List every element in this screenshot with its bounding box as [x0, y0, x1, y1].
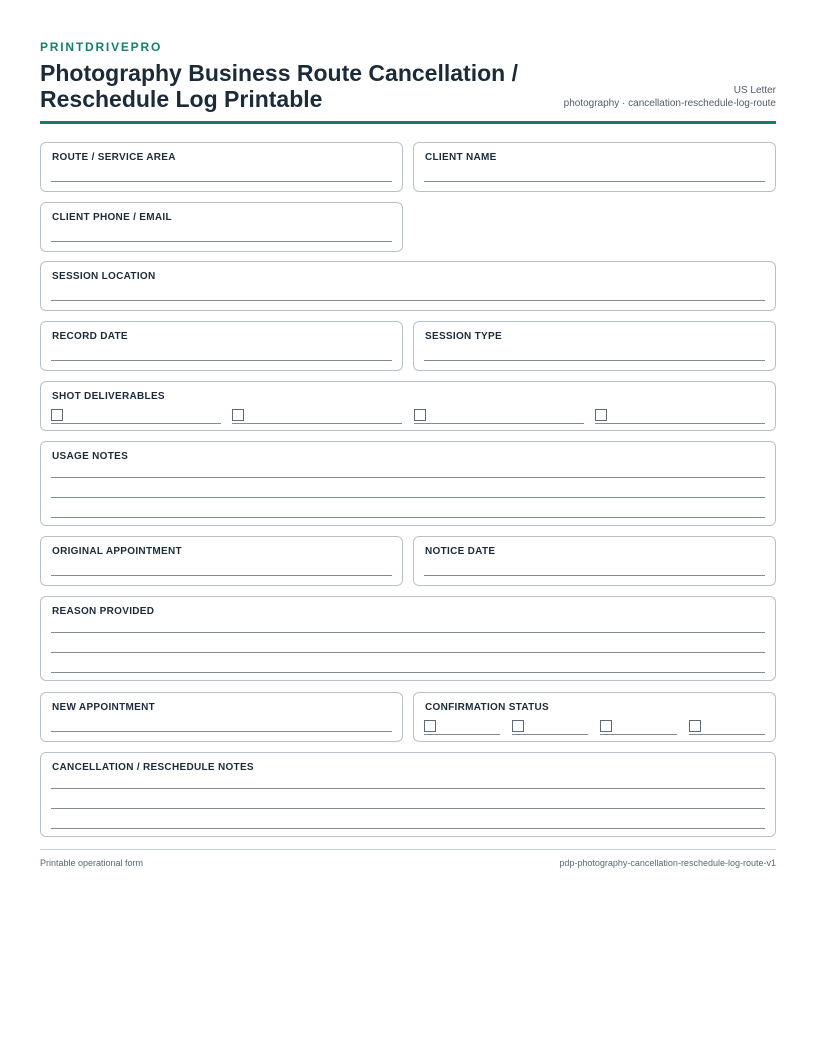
client-contact-label: CLIENT PHONE / EMAIL	[52, 212, 172, 223]
row-shot-deliverables	[40, 381, 776, 431]
notes-field	[40, 752, 776, 837]
row-reason-provided	[40, 596, 776, 681]
confirmation-option	[689, 720, 765, 735]
paper-size: US Letter	[733, 85, 776, 96]
deliverable-option	[232, 409, 402, 424]
original-appointment-label: ORIGINAL APPOINTMENT	[52, 546, 182, 557]
deliverable-checkbox[interactable]	[232, 409, 244, 421]
record-date-field	[40, 321, 403, 371]
session-location-label: SESSION LOCATION	[52, 271, 156, 282]
reason-provided-label: REASON PROVIDED	[52, 606, 155, 617]
notes-line[interactable]	[51, 808, 765, 809]
deliverable-checkbox[interactable]	[414, 409, 426, 421]
client-contact-input-line[interactable]	[51, 241, 392, 242]
reason-provided-field	[40, 596, 776, 681]
notes-label: CANCELLATION / RESCHEDULE NOTES	[52, 762, 254, 773]
row-usage-notes	[40, 441, 776, 526]
original-appointment-input-line[interactable]	[51, 575, 392, 576]
footer-form-id: pdp-photography-cancellation-reschedule-log-route-v1	[559, 858, 776, 868]
deliverable-option	[51, 409, 221, 424]
notice-date-input-line[interactable]	[424, 575, 765, 576]
session-type-label: SESSION TYPE	[425, 331, 502, 342]
confirmation-checkbox[interactable]	[424, 720, 436, 732]
notice-date-field	[413, 536, 776, 586]
confirmation-checkbox[interactable]	[689, 720, 701, 732]
confirmation-status-label: CONFIRMATION STATUS	[425, 702, 550, 713]
footer-left-text: Printable operational form	[40, 858, 144, 868]
reason-provided-line[interactable]	[51, 672, 765, 673]
notes-line[interactable]	[51, 828, 765, 829]
shot-deliverables-label: SHOT DELIVERABLES	[52, 391, 165, 402]
client-name-field	[413, 142, 776, 192]
session-type-field	[413, 321, 776, 371]
session-location-field	[40, 261, 776, 311]
footer-divider	[40, 849, 776, 850]
record-date-label: RECORD DATE	[52, 331, 128, 342]
reason-provided-line[interactable]	[51, 632, 765, 633]
new-appointment-field	[40, 692, 403, 742]
row-new-confirmation	[40, 692, 776, 742]
confirmation-checkbox[interactable]	[600, 720, 612, 732]
session-type-input-line[interactable]	[424, 360, 765, 361]
confirmation-checkbox[interactable]	[512, 720, 524, 732]
confirmation-status-field	[413, 692, 776, 742]
usage-notes-field	[40, 441, 776, 526]
new-appointment-input-line[interactable]	[51, 731, 392, 732]
usage-notes-label: USAGE NOTES	[52, 451, 129, 462]
row-date-type	[40, 321, 776, 371]
client-name-input-line[interactable]	[424, 181, 765, 182]
deliverable-checkbox[interactable]	[595, 409, 607, 421]
route-label: ROUTE / SERVICE AREA	[52, 152, 176, 163]
shot-deliverables-field	[40, 381, 776, 431]
reason-provided-line[interactable]	[51, 652, 765, 653]
usage-notes-line[interactable]	[51, 497, 765, 498]
notes-line[interactable]	[51, 788, 765, 789]
notice-date-label: NOTICE DATE	[425, 546, 496, 557]
confirmation-option	[600, 720, 677, 735]
deliverable-option	[595, 409, 765, 424]
original-appointment-field	[40, 536, 403, 586]
confirmation-option	[512, 720, 588, 735]
session-location-input-line[interactable]	[51, 300, 765, 301]
usage-notes-line[interactable]	[51, 517, 765, 518]
row-route-client	[40, 142, 776, 192]
deliverable-option	[414, 409, 584, 424]
route-field	[40, 142, 403, 192]
form-header	[40, 54, 776, 124]
form-page	[40, 40, 776, 868]
confirmation-option	[424, 720, 500, 735]
row-client-contact	[40, 202, 776, 252]
new-appointment-label: NEW APPOINTMENT	[52, 702, 156, 713]
row-original-notice	[40, 536, 776, 586]
usage-notes-line[interactable]	[51, 477, 765, 478]
row-session-location	[40, 261, 776, 311]
row-notes	[40, 752, 776, 837]
form-slug: photography · cancellation-reschedule-log-route	[563, 98, 776, 109]
page-title: Photography Business Route Cancellation / Reschedule Log Printable	[40, 60, 518, 112]
route-input-line[interactable]	[51, 181, 392, 182]
record-date-input-line[interactable]	[51, 360, 392, 361]
client-name-label: CLIENT NAME	[425, 152, 497, 163]
client-contact-field	[40, 202, 403, 252]
deliverable-checkbox[interactable]	[51, 409, 63, 421]
page-meta	[564, 84, 776, 110]
brand-name: PRINTDRIVEPRO	[40, 40, 163, 54]
